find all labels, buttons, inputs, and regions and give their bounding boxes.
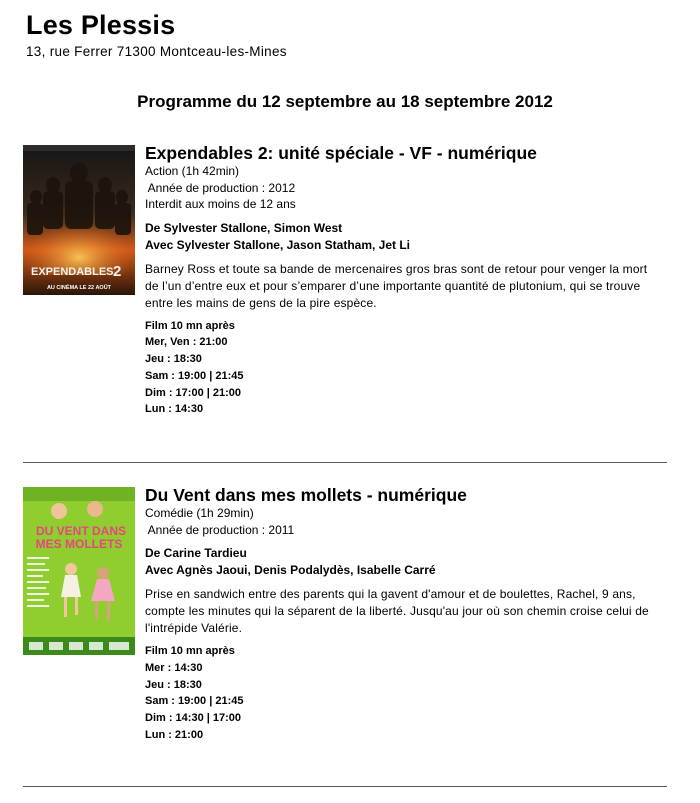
schedule-line: Film 10 mn après	[145, 645, 235, 657]
poster-title-text: EXPENDABLES	[31, 266, 114, 278]
film-age-restriction: Interdit aux moins de 12 ans	[145, 197, 296, 211]
film-directors: De Sylvester Stallone, Simon West	[145, 220, 343, 235]
film-poster[interactable]	[23, 487, 135, 655]
schedule-line: Mer, Ven : 21:00	[145, 336, 228, 349]
schedule-line: Film 10 mn après	[145, 319, 235, 332]
film-production-year: Année de production : 2012	[145, 180, 296, 195]
film-divider	[23, 462, 667, 463]
schedule-line: Sam : 19:00 | 21:45	[145, 695, 244, 708]
expendables-poster-image	[23, 145, 135, 295]
film-genre-duration: Action (1h 42min)	[145, 164, 240, 178]
film-synopsis: Barney Ross et toute sa bande de mercenaires gros bras sont de retour pour venger la mort de l’un d’entre eux et pour s’emparer d’une importante quantité de plutonium, qui se trouve entre les mains de gens de la pire espèce.	[145, 261, 648, 310]
schedule-line: Sam : 19:00 | 21:45	[145, 369, 244, 382]
poster-number-text: 2	[113, 263, 122, 280]
schedule-line: Dim : 17:00 | 21:00	[145, 386, 242, 399]
cinema-address: 13, rue Ferrer 71300 Montceau-les-Mines	[26, 44, 287, 59]
poster-title-line-2: MES MOLLETS	[35, 537, 123, 551]
schedule-line: Jeu : 18:30	[145, 353, 202, 366]
du-vent-poster-image	[23, 487, 135, 655]
schedule-line: Lun : 21:00	[145, 728, 204, 741]
poster-title-line-1: DU VENT DANS	[35, 524, 127, 538]
film-cast: Avec Agnès Jaoui, Denis Podalydès, Isabelle Carré	[145, 563, 436, 577]
film-info	[145, 143, 655, 418]
film-credits	[145, 220, 655, 254]
film-credits	[145, 545, 655, 579]
film-cast: Avec Sylvester Stallone, Jason Statham, Jet Li	[145, 237, 410, 252]
film-divider	[23, 786, 667, 787]
film-synopsis: Prise en sandwich entre des parents qui la gavent d'amour et de boulettes, Rachel, 9 ans, compte les minutes qui la séparent de la liberté. Jusqu'au jour où son chemin croise celui de l'intrépide Valérie.	[145, 587, 649, 635]
schedule-line: Mer : 14:30	[145, 661, 203, 674]
film-production-year: Année de production : 2011	[145, 522, 295, 537]
schedule-line: Lun : 14:30	[145, 403, 204, 416]
film-title[interactable]: Du Vent dans mes mollets - numérique	[145, 485, 467, 505]
film-poster[interactable]	[23, 145, 135, 295]
cinema-name: Les Plessis	[26, 10, 176, 40]
film-info	[145, 485, 655, 744]
film-title[interactable]: Expendables 2: unité spéciale - VF - numérique	[145, 143, 537, 163]
programme-title: Programme du 12 septembre au 18 septembre 2012	[137, 92, 553, 111]
film-schedule	[145, 643, 655, 744]
schedule-line: Jeu : 18:30	[145, 678, 202, 691]
film-schedule	[145, 318, 655, 419]
poster-tagline-text: AU CINÉMA LE 22 AOÛT	[46, 285, 112, 291]
schedule-line: Dim : 14:30 | 17:00	[145, 712, 242, 725]
film-directors: De Carine Tardieu	[145, 546, 247, 560]
film-genre-duration: Comédie (1h 29min)	[145, 506, 254, 520]
